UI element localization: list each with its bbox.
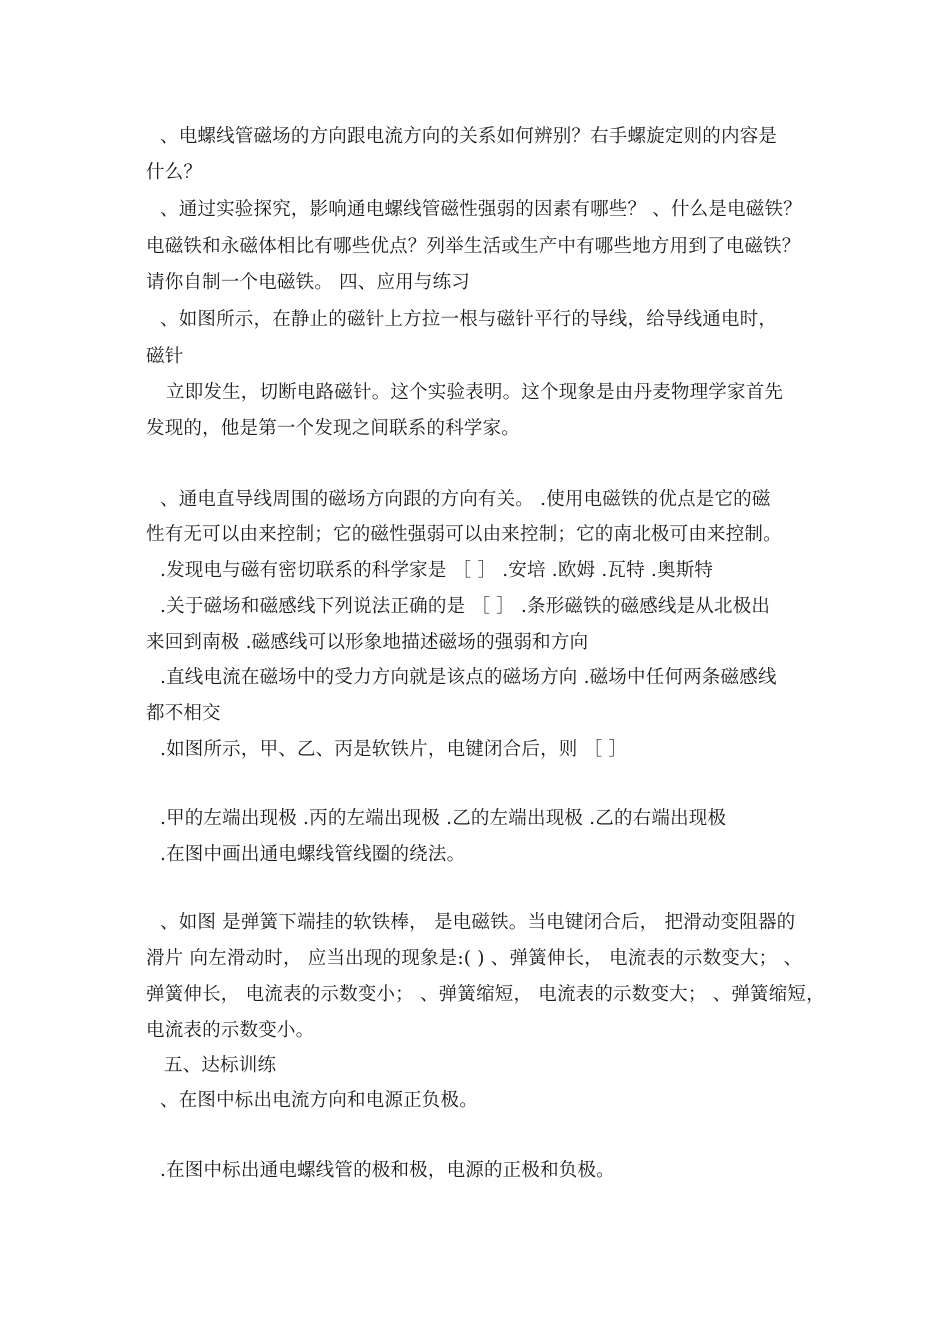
exercise-oersted-blank: 立即发生，切断电路磁针。这个实验表明。这个现象是由丹麦物理学家首先 bbox=[166, 382, 784, 403]
exercise-mark-poles: .在图中标出通电螺线管的极和极，电源的正极和负极。 bbox=[160, 1160, 615, 1181]
choice-field-lines-b: 来回到南极 .磁感线可以形象地描述磁场的强弱和方向 bbox=[146, 632, 589, 653]
choice-field-lines-cd-cont: 都不相交 bbox=[146, 703, 221, 724]
exercise-oersted: 、如图所示，在静止的磁针上方拉一根与磁针平行的导线，给导线通电时， bbox=[160, 309, 778, 330]
exercise-oersted-cont: 磁针 bbox=[146, 346, 184, 367]
exercise-mark-current: 、在图中标出电流方向和电源正负极。 bbox=[160, 1090, 478, 1111]
exercise-spring-electromagnet: 、如图 是弹簧下端挂的软铁棒， 是电磁铁。当电键闭合后， 把滑动变阻器的 bbox=[160, 912, 796, 933]
choice-soft-iron: .如图所示，甲、乙、丙是软铁片，电键闭合后，则 ［ ］ bbox=[160, 739, 628, 760]
exercise-spring-options-a: 滑片 向左滑动时， 应当出现的现象是:( ) 、弹簧伸长， 电流表的示数变大； 、 bbox=[146, 948, 803, 969]
choice-scientist: .发现电与磁有密切联系的科学家是 ［ ］ .安培 .欧姆 .瓦特 .奥斯特 bbox=[160, 560, 714, 581]
section-application-heading: 请你自制一个电磁铁。 四、应用与练习 bbox=[146, 272, 470, 293]
choice-field-lines: .关于磁场和磁感线下列说法正确的是 ［ ］ .条形磁铁的磁感线是从北极出 bbox=[160, 596, 771, 617]
exercise-spring-options-b: 弹簧伸长， 电流表的示数变小； 、弹簧缩短， 电流表的示数变大； 、弹簧缩短， bbox=[146, 984, 825, 1005]
exercise-draw-coil: .在图中画出通电螺线管线圈的绕法。 bbox=[160, 844, 466, 865]
question-solenoid-direction-cont: 什么？ bbox=[146, 162, 203, 183]
question-solenoid-strength: 、通过实验探究，影响通电螺线管磁性强弱的因素有哪些？ 、什么是电磁铁？ bbox=[160, 199, 802, 220]
exercise-spring-options-end: 电流表的示数变小。 bbox=[146, 1020, 315, 1041]
exercise-electromagnet-control: 性有无可以由来控制；它的磁性强弱可以由来控制；它的南北极可由来控制。 bbox=[146, 524, 782, 545]
exercise-field-direction: 、通电直导线周围的磁场方向跟的方向有关。 .使用电磁铁的优点是它的磁 bbox=[160, 489, 771, 510]
choice-soft-iron-options: .甲的左端出现极 .丙的左端出现极 .乙的左端出现极 .乙的右端出现极 bbox=[160, 808, 727, 829]
section-training-heading: 五、达标训练 bbox=[164, 1055, 277, 1076]
exercise-oersted-end: 发现的，他是第一个发现之间联系的科学家。 bbox=[146, 418, 521, 439]
question-electromagnet-advantages: 电磁铁和永磁体相比有哪些优点？列举生活或生产中有哪些地方用到了电磁铁？ bbox=[146, 236, 801, 257]
question-solenoid-direction: 、电螺线管磁场的方向跟电流方向的关系如何辨别？右手螺旋定则的内容是 bbox=[160, 126, 778, 147]
choice-field-lines-cd: .直线电流在磁场中的受力方向就是该点的磁场方向 .磁场中任何两条磁感线 bbox=[160, 667, 777, 688]
